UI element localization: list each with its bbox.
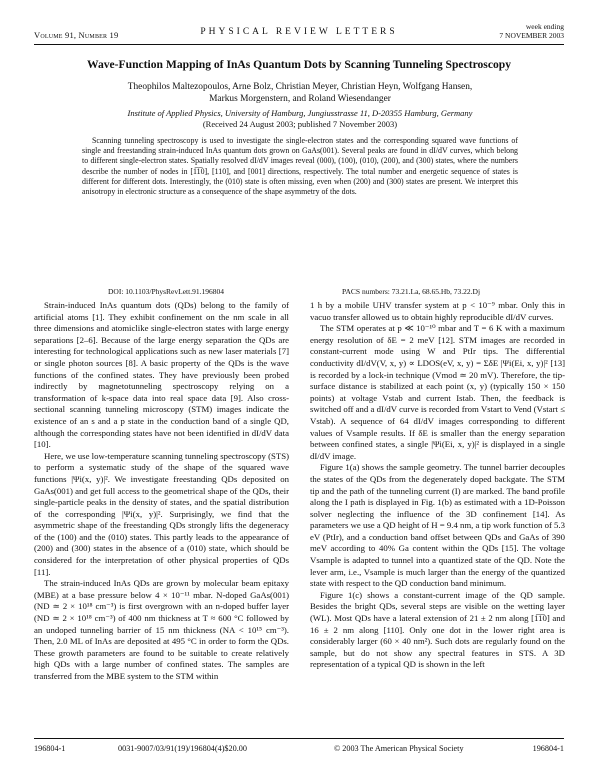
pacs-numbers: PACS numbers: 73.21.La, 68.65.Hb, 73.22.Dj — [342, 287, 481, 296]
body-paragraph: 1 h by a mobile UHV transfer system at p < 10⁻⁹ mbar. Only this in vacuo transfer allowed us to obtain highly reproducible dI/dV curves. — [310, 300, 565, 322]
issue-date — [499, 22, 564, 40]
page-footer — [34, 744, 564, 756]
authors-line-2: Markus Morgenstern, and Roland Wiesendanger — [209, 93, 391, 104]
body-paragraph: Strain-induced InAs quantum dots (QDs) belong to the family of artificial atoms [1]. They exhibit confinement on the nm scale in all three dimensions and atomiclike single-electron states with large energy separations [2–6]. Because of the large energy separation the QDs are interesting for technological applications such as new laser materials [7] or single photon sources [8]. A basic property of the QDs is the wave functions of the confined states. They have previously been probed indirectly by magnetotunneling spectroscopy relying on a transformation of k-space data into real space data [9]. Also cross-sectional scanning tunneling microscopy (STM) images indicate the existence of an s and a p state in the conduction band of a single QD, although the corresponding states have not been identified in dI/dV data [10]. — [34, 300, 289, 450]
body-paragraph: The STM operates at p ≪ 10⁻¹⁰ mbar and T = 6 K with a maximum energy resolution of δE = 2 meV [12]. STM images are recorded in constant-current mode using W and PtIr tips. The differential conductivity dI/dV(V, x, y) ∝ LDOS(eV, x, y) = ΣδE |Ψi(Ei, x, y)|² [13] is recorded by a lock-in technique (Vmod ≃ 20 mV). Therefore, the tip-surface distance is stabilized at each point (x, y) (typically 150 × 150 points) at voltage Vstab and current Istab. Then, the feedback is switched off and a dI/dV curve is recorded from Vstart to Vend (Vstart ≤ Vstab). A sequence of 64 dI/dV images corresponding to different values of Vsample results. If δE is smaller than the energy separation between confined states, a single |Ψi(Ei, x, y)|² is displayed in a single dI/dV image. — [310, 323, 565, 461]
footer-rule — [34, 738, 564, 739]
article-code: 0031-9007/03/91(19)/196804(4)$20.00 — [118, 744, 247, 753]
copyright: © 2003 The American Physical Society — [334, 744, 464, 753]
running-header — [34, 22, 564, 42]
volume-label: Volume 91, Number 19 — [34, 30, 119, 40]
author-list — [70, 82, 530, 105]
doi-link[interactable]: DOI: 10.1103/PhysRevLett.91.196804 — [108, 287, 224, 296]
paper-title: Wave-Function Mapping of InAs Quantum Dots by Scanning Tunneling Spectroscopy — [86, 58, 512, 71]
authors-line-1: Theophilos Maltezopoulos, Arne Bolz, Christian Meyer, Christian Heyn, Wolfgang Hansen, — [127, 82, 473, 92]
header-rule — [34, 44, 564, 45]
body-paragraph: Figure 1(c) shows a constant-current image of the QD sample. Besides the bright QDs, several steps are visible on the wetting layer (WL). Most QDs have a lateral extension of 21 ± 2 nm along [1̅1̅0] and 16 ± 2 nm along [110]. Only one dot in the lower right area is considerably larger (60 × 40 nm²). Such dots are regularly found on the sample, but do not show any spectral features in STS. A 3D representation of a typical QD is shown in the left — [310, 589, 565, 670]
page-number-left: 196804-1 — [34, 744, 66, 753]
affiliation: Institute of Applied Physics, University of Hamburg, Jungiusstrasse 11, D-20355 Hamburg, Germany — [127, 108, 473, 118]
page-number-right: 196804-1 — [532, 744, 564, 753]
date-label: 7 NOVEMBER 2003 — [499, 31, 564, 40]
body-paragraph: The strain-induced InAs QDs are grown by molecular beam epitaxy (MBE) at a base pressure below 4 × 10⁻¹¹ mbar. N-doped GaAs(001) (ND ≃ 2 × 10¹⁸ cm⁻³) is first overgrown with an n-doped buffer layer (ND ≃ 2 × 10¹⁸ cm⁻³) of 400 nm thickness at T ≈ 600 °C followed by an undoped tunneling barrier of 15 nm thickness (NA < 10¹⁵ cm⁻³). Then, 2.0 ML of InAs are deposited at 495 °C in order to form the QDs. These growth parameters are found to be suitable to create relatively high QDs with a large number of confined states. The samples are transferred from the MBE system to the STM within — [34, 578, 289, 681]
right-column — [310, 300, 565, 671]
received-dates: (Received 24 August 2003; published 7 November 2003) — [202, 119, 398, 129]
abstract: Scanning tunneling spectroscopy is used to investigate the single-electron states and the corresponding squared wave functions of single and freestanding strain-induced InAs quantum dots grown on GaAs(001). Several peaks are found in dI/dV curves, which belong to different single-electron states. Spatially resolved dI/dV images reveal (000), (100), (010), (200), and (300) states, where the numbers describe the number of nodes in [1̅1̅0], [110], and [001] directions, respectively. The total number and energetic sequence of states is different for different dots. Interestingly, the (010) state is often missing, even when (200) and (300) states are present. We interpret this anisotropy in electronic structure as a consequence of the shape asymmetry of the dots. — [82, 136, 518, 197]
left-column — [34, 300, 289, 683]
body-paragraph: Here, we use low-temperature scanning tunneling spectroscopy (STS) to perform a systematic study of the shape of the squared wave functions |Ψi(x, y)|². We investigate freestanding QDs deposited on GaAs(001) and get full access to the geometrical shape of the QDs, their single-particle peaks in the density of states, and the spatial distribution of the corresponding |Ψi(x, y)|². Surprisingly, we find that the asymmetric shape of the freestanding QDs strongly lifts the degeneracy of the (100) and the (010) states. This partly leads to the appearance of (200) and (300) states in the absence of a (010) state, which should be considered for the interpretation of other physical properties of QDs [11]. — [34, 450, 289, 577]
week-ending-label: week ending — [525, 22, 564, 31]
body-paragraph: Figure 1(a) shows the sample geometry. The tunnel barrier decouples the states of the QDs from the degenerately doped backgate. The STM tip and the path of the tunneling current (I) are marked. The band profile along the I path is displayed in Fig. 1(b) as estimated with a 1D-Poisson solver neglecting the influence of the 3D confinement [14]. As parameters we use a QD height of H = 9.4 nm, a tip work function of 5.3 eV (PtIr), and a conduction band offset between QDs and GaAs of 390 meV according to 40% Ga content within the QDs [15]. The voltage Vsample is adapted to tunnel into a quantized state of the QD. Note the lever arm, i.e., Vsample is much larger than the energy of the quantized state with respect to the QD conduction band minimum. — [310, 462, 565, 589]
journal-name: PHYSICAL REVIEW LETTERS — [200, 27, 398, 37]
